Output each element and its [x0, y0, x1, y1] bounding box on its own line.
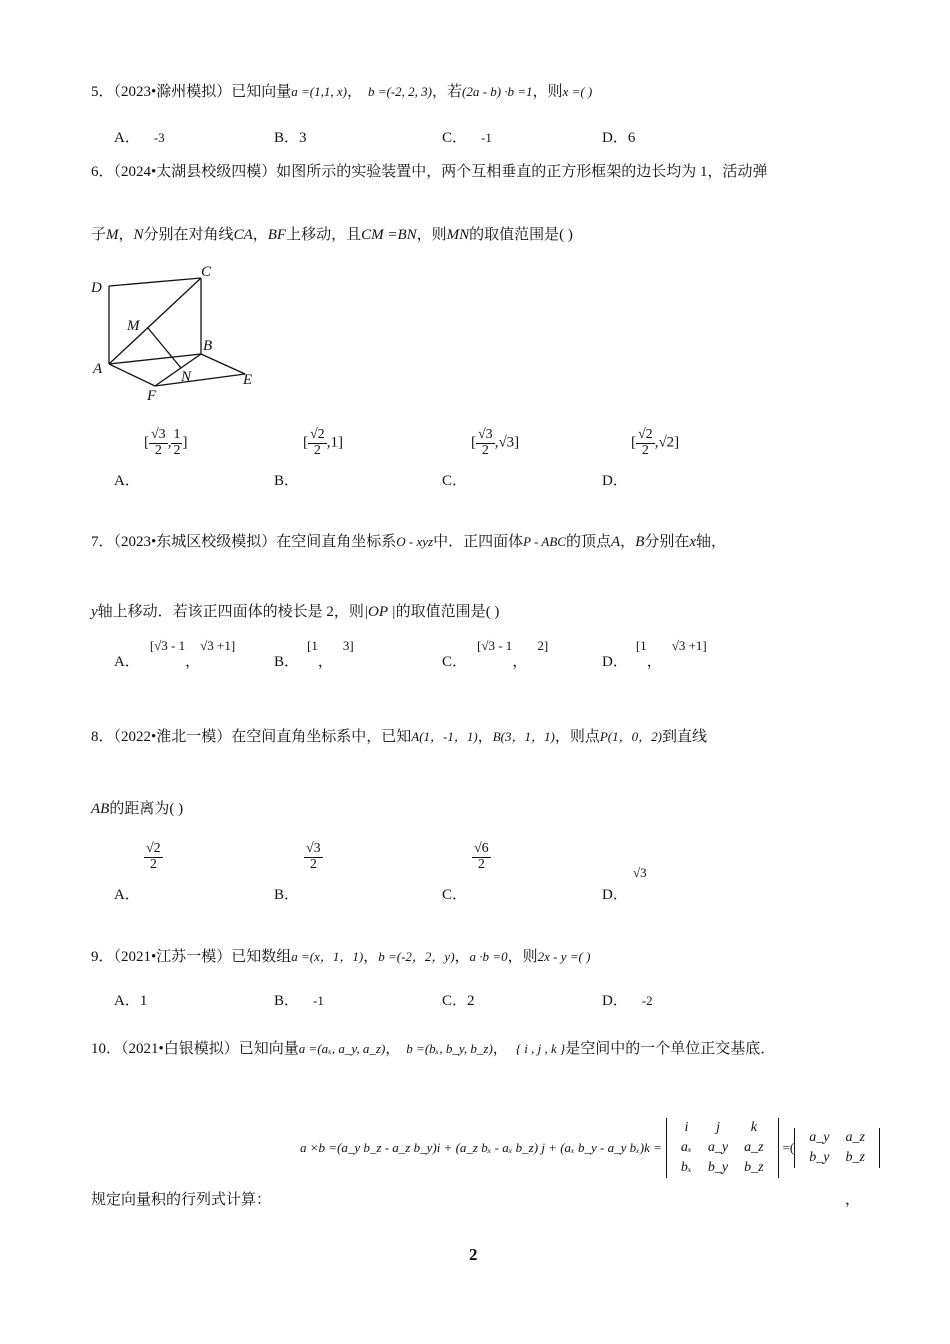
q5-option-b[interactable]: B．3 [274, 130, 307, 146]
q7-option-a[interactable]: A．[√3 - 1，√3 +1] [114, 638, 236, 670]
fig-label-n: N [181, 369, 192, 385]
q6-option-b[interactable]: B． [274, 473, 300, 489]
q10-stem: 10．（2021•白银模拟）已知向量a =(aₓ, a_y, a_z)， b =(bₓ, b_y, b_z)， { i , j , k }是空间中的一个单位正交基底． [91, 1041, 776, 1057]
q9-option-c[interactable]: C．2 [442, 993, 475, 1009]
q9-option-b[interactable]: B． -1 [274, 993, 324, 1009]
fig-label-c: C [201, 264, 212, 280]
q8-option-a[interactable]: A． [114, 887, 140, 903]
fig-label-f: F [147, 388, 157, 404]
q5-option-d[interactable]: D．6 [602, 130, 636, 146]
q7-option-b[interactable]: B．[1，3] [274, 638, 354, 670]
q9-option-a[interactable]: A．1 [114, 993, 148, 1009]
q10-trailing-comma: ， [845, 1192, 861, 1208]
q7-stem-line1: 7．（2023•东城区校级模拟）在空间直角坐标系O - xyz中．正四面体P - ABC的顶点A，B分别在x轴， [91, 534, 727, 550]
q8-option-b[interactable]: B． [274, 887, 300, 903]
q8-option-d[interactable]: D． [602, 887, 628, 903]
q8-stem-line1: 8．（2022•淮北一模）在空间直角坐标系中，已知A(1，-1，1)，B(3，1，1)，则点P(1，0，2)到直线 [91, 729, 707, 745]
q5-stem: 5．（2023•滁州模拟）已知向量a =(1,1, x)， b =(-2, 2, 3)，若(2a - b) ·b =1，则x =( ) [91, 84, 593, 100]
q7-option-c[interactable]: C．[√3 - 1，2] [442, 638, 549, 670]
q6-option-a[interactable]: A． [114, 473, 140, 489]
q6-option-d[interactable]: D． [602, 473, 628, 489]
q8-option-c[interactable]: C． [442, 887, 468, 903]
page-number: 2 [469, 1245, 478, 1264]
q6-figure [85, 262, 265, 407]
q7-stem-line2: y轴上移动．若该正四面体的棱长是 2，则|OP |的取值范围是( ) [91, 604, 500, 620]
fig-label-b: B [203, 338, 213, 354]
q8-option-b-value: $\frac{√3}{2}$ [306, 841, 321, 872]
q9-stem: 9．（2021•江苏一模）已知数组a =(x，1，1)，b =(-2，2，y)，a ·b =0，则2x - y =( ) [91, 949, 591, 965]
q10-rule-text: 规定向量积的行列式计算： [91, 1192, 272, 1208]
q10-formula: a ×b =(a_y b_z - a_z b_y)i + (a_z bₓ - aₓ b_z) j + (aₓ b_y - a_y bₓ)k = i j k aₓ a_y a_z bₓ b_y b_z =( a_y a_z b_y b_z [300, 1118, 880, 1178]
q6-option-d-value: [ $\frac{√2}{2}$ ,√2] [631, 427, 680, 458]
q9-option-d[interactable]: D． -2 [602, 993, 653, 1009]
fig-label-a: A [93, 361, 103, 377]
q6-option-c-value: [ $\frac{√3}{2}$ ,√3] [471, 427, 520, 458]
fig-label-e: E [243, 372, 253, 388]
q5-option-a[interactable]: A． -3 [114, 130, 165, 146]
q6-option-b-value: [ $\frac{√2}{2}$ ,1] [303, 427, 343, 458]
fig-label-d: D [91, 280, 102, 296]
determinant-3x3: i j k aₓ a_y a_z bₓ b_y b_z [666, 1118, 779, 1178]
q6-option-c[interactable]: C． [442, 473, 468, 489]
q8-stem-line2: AB的距离为( ) [91, 801, 184, 817]
q6-stem-line2: 子M，N分别在对角线CA，BF上移动，且CM =BN，则MN的取值范围是( ) [91, 227, 573, 243]
q5-option-c[interactable]: C． -1 [442, 130, 492, 146]
q7-option-d[interactable]: D．[1，√3 +1] [602, 638, 707, 670]
q8-option-a-value: $\frac{√2}{2}$ [146, 841, 161, 872]
q8-option-c-value: $\frac{√6}{2}$ [474, 841, 489, 872]
q6-option-a-value: [ $\frac{√3}{2}$ , $\frac{1}{2}$ ] [144, 427, 188, 458]
determinant-2x2: a_y a_z b_y b_z [794, 1128, 880, 1168]
q8-option-d-value: √3 [633, 865, 647, 880]
q6-stem-line1: 6．（2024•太湖县校级四模）如图所示的实验装置中，两个互相垂直的正方形框架的边长均为 1，活动弹 [91, 164, 768, 180]
fig-label-m: M [127, 318, 140, 334]
